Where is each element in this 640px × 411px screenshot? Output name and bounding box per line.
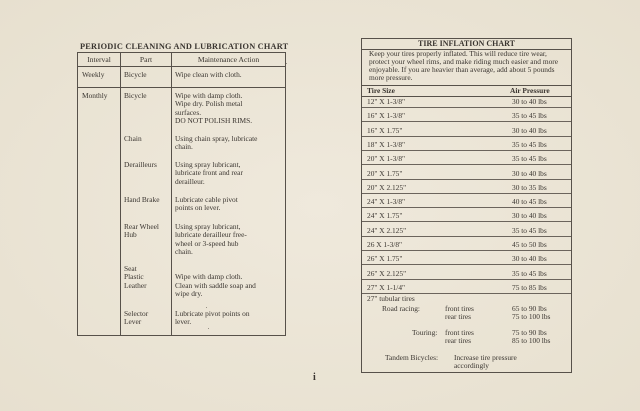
tire-row [362,140,571,154]
monthly-part: Selector Lever [124,309,149,327]
header-air-pressure: Air Pressure [510,86,550,95]
touring-pressure: 75 to 90 lbs 85 to 100 lbs [512,328,551,346]
row-divider [362,164,571,165]
monthly-part: Rear Wheel Hub [124,222,159,240]
tire-size: 26 X 1-3/8" [367,240,403,249]
monthly-action: Wipe with damp cloth. Wipe dry. Polish metal surfaces. DO NOT POLISH RIMS. [175,91,253,125]
page-number: i [313,372,316,383]
tire-row [362,111,571,125]
road-racing-label: Road racing: [382,304,420,313]
weekly-interval: Weekly [82,70,105,79]
monthly-action: Wipe with damp cloth. Clean with saddle soap and wipe dry. [175,272,256,298]
tire-size: 24" X 1.75" [367,211,403,221]
row-divider [362,264,571,265]
monthly-action: Lubricate pivot points on lever. [175,309,250,327]
header-tire-size: Tire Size [367,86,395,95]
tire-size: 26" X 1.75" [367,254,403,264]
row-divider [362,193,571,194]
tire-pressure: 75 to 85 lbs [512,282,547,292]
tubular-label: 27" tubular tires [367,294,415,303]
row-divider [362,179,571,180]
tire-pressure: 30 to 40 lbs [512,168,547,178]
monthly-action: Using spray lubricant, lubricate front and rear derailleur. [175,160,243,186]
monthly-part: Seat Plastic Leather [124,264,147,290]
tire-size: 16" X 1.75" [367,125,403,135]
tire-pressure: 35 to 45 lbs [512,111,547,121]
tire-size: 18" X 1-3/8" [367,139,406,149]
tire-row [362,254,571,268]
weekly-part: Bicycle [124,70,147,79]
tire-row [362,197,571,211]
monthly-action: Using chain spray, lubricate chain. [175,134,258,152]
row-divider [362,121,571,122]
tire-row [362,126,571,140]
tire-pressure: 45 to 50 lbs [512,240,547,249]
tire-pressure: 35 to 45 lbs [512,225,547,235]
tire-row [362,226,571,240]
tire-inflation-chart [361,38,572,373]
row-divider [362,221,571,222]
header-interval: Interval [87,55,111,64]
tire-size: 16" X 1-3/8" [367,111,406,121]
tire-pressure: 30 to 40 lbs [512,211,547,221]
tire-size: 24" X 2.125" [367,225,407,235]
tire-row [362,169,571,183]
row-divider [362,150,571,151]
tire-size: 20" X 1.75" [367,168,403,178]
tire-row [362,211,571,225]
tire-pressure: 40 to 45 lbs [512,197,547,207]
tire-pressure: 30 to 40 lbs [512,125,547,135]
row-divider [362,279,571,280]
tire-pressure: 30 to 40 lbs [512,97,547,106]
tire-size: 20" X 2.125" [367,182,407,192]
monthly-part: Bicycle [124,91,147,100]
row-divider [362,207,571,208]
tandem-label: Tandem Bicycles: [385,353,439,362]
tire-pressure: 35 to 45 lbs [512,268,547,278]
paper-speck [206,307,207,308]
tire-size: 27" X 1-1/4" [367,282,406,292]
row-divider [78,87,285,88]
periodic-chart-table [77,52,286,336]
tire-row [362,97,571,111]
tire-chart-intro: Keep your tires properly inflated. This will reduce tire wear, protect your wheel rims, and make riding much easier and more enjoyable. If you are heavier than average, add about 5 pounds more pressure. [369,49,559,83]
paper-speck [208,328,209,329]
weekly-action: Wipe clean with cloth. [175,70,242,79]
tire-size: 26" X 2.125" [367,268,407,278]
paper-speck [286,63,287,64]
tire-pressure: 35 to 45 lbs [512,139,547,149]
col-divider [120,53,121,335]
tire-size: 12" X 1-3/8" [367,97,406,106]
monthly-action: Using spray lubricant, lubricate derailleur free- wheel or 3-speed hub chain. [175,222,247,256]
touring-tires: front tires rear tires [445,328,474,346]
monthly-action: Lubricate cable pivot points on lever. [175,195,238,213]
tire-row [362,183,571,197]
tandem-note: Increase tire pressure accordingly [454,353,517,371]
tire-pressure: 30 to 40 lbs [512,254,547,264]
tire-pressure: 35 to 45 lbs [512,154,547,164]
tire-pressure: 30 to 35 lbs [512,182,547,192]
row-divider [362,136,571,137]
tire-row [362,154,571,168]
row-divider [362,107,571,108]
tire-size: 24" X 1-3/8" [367,197,406,207]
tire-row [362,240,571,254]
tire-row [362,269,571,283]
periodic-chart-header [78,53,285,67]
monthly-part: Hand Brake [124,195,160,204]
touring-label: Touring: [412,328,438,337]
road-racing-tires: front tires rear tires [445,304,474,322]
row-divider [362,250,571,251]
monthly-part: Derailleurs [124,160,157,169]
header-action: Maintenance Action [197,55,260,64]
periodic-chart-title: PERIODIC CLEANING AND LUBRICATION CHART [80,42,289,51]
tire-size: 20" X 1-3/8" [367,154,406,164]
monthly-interval: Monthly [82,91,108,100]
tire-chart-header [362,85,571,97]
row-divider [362,236,571,237]
header-part: Part [139,55,153,64]
tire-chart-title: TIRE INFLATION CHART [362,39,571,50]
col-divider [171,53,172,335]
road-racing-pressure: 65 to 90 lbs 75 to 100 lbs [512,304,551,322]
monthly-part: Chain [124,134,142,143]
